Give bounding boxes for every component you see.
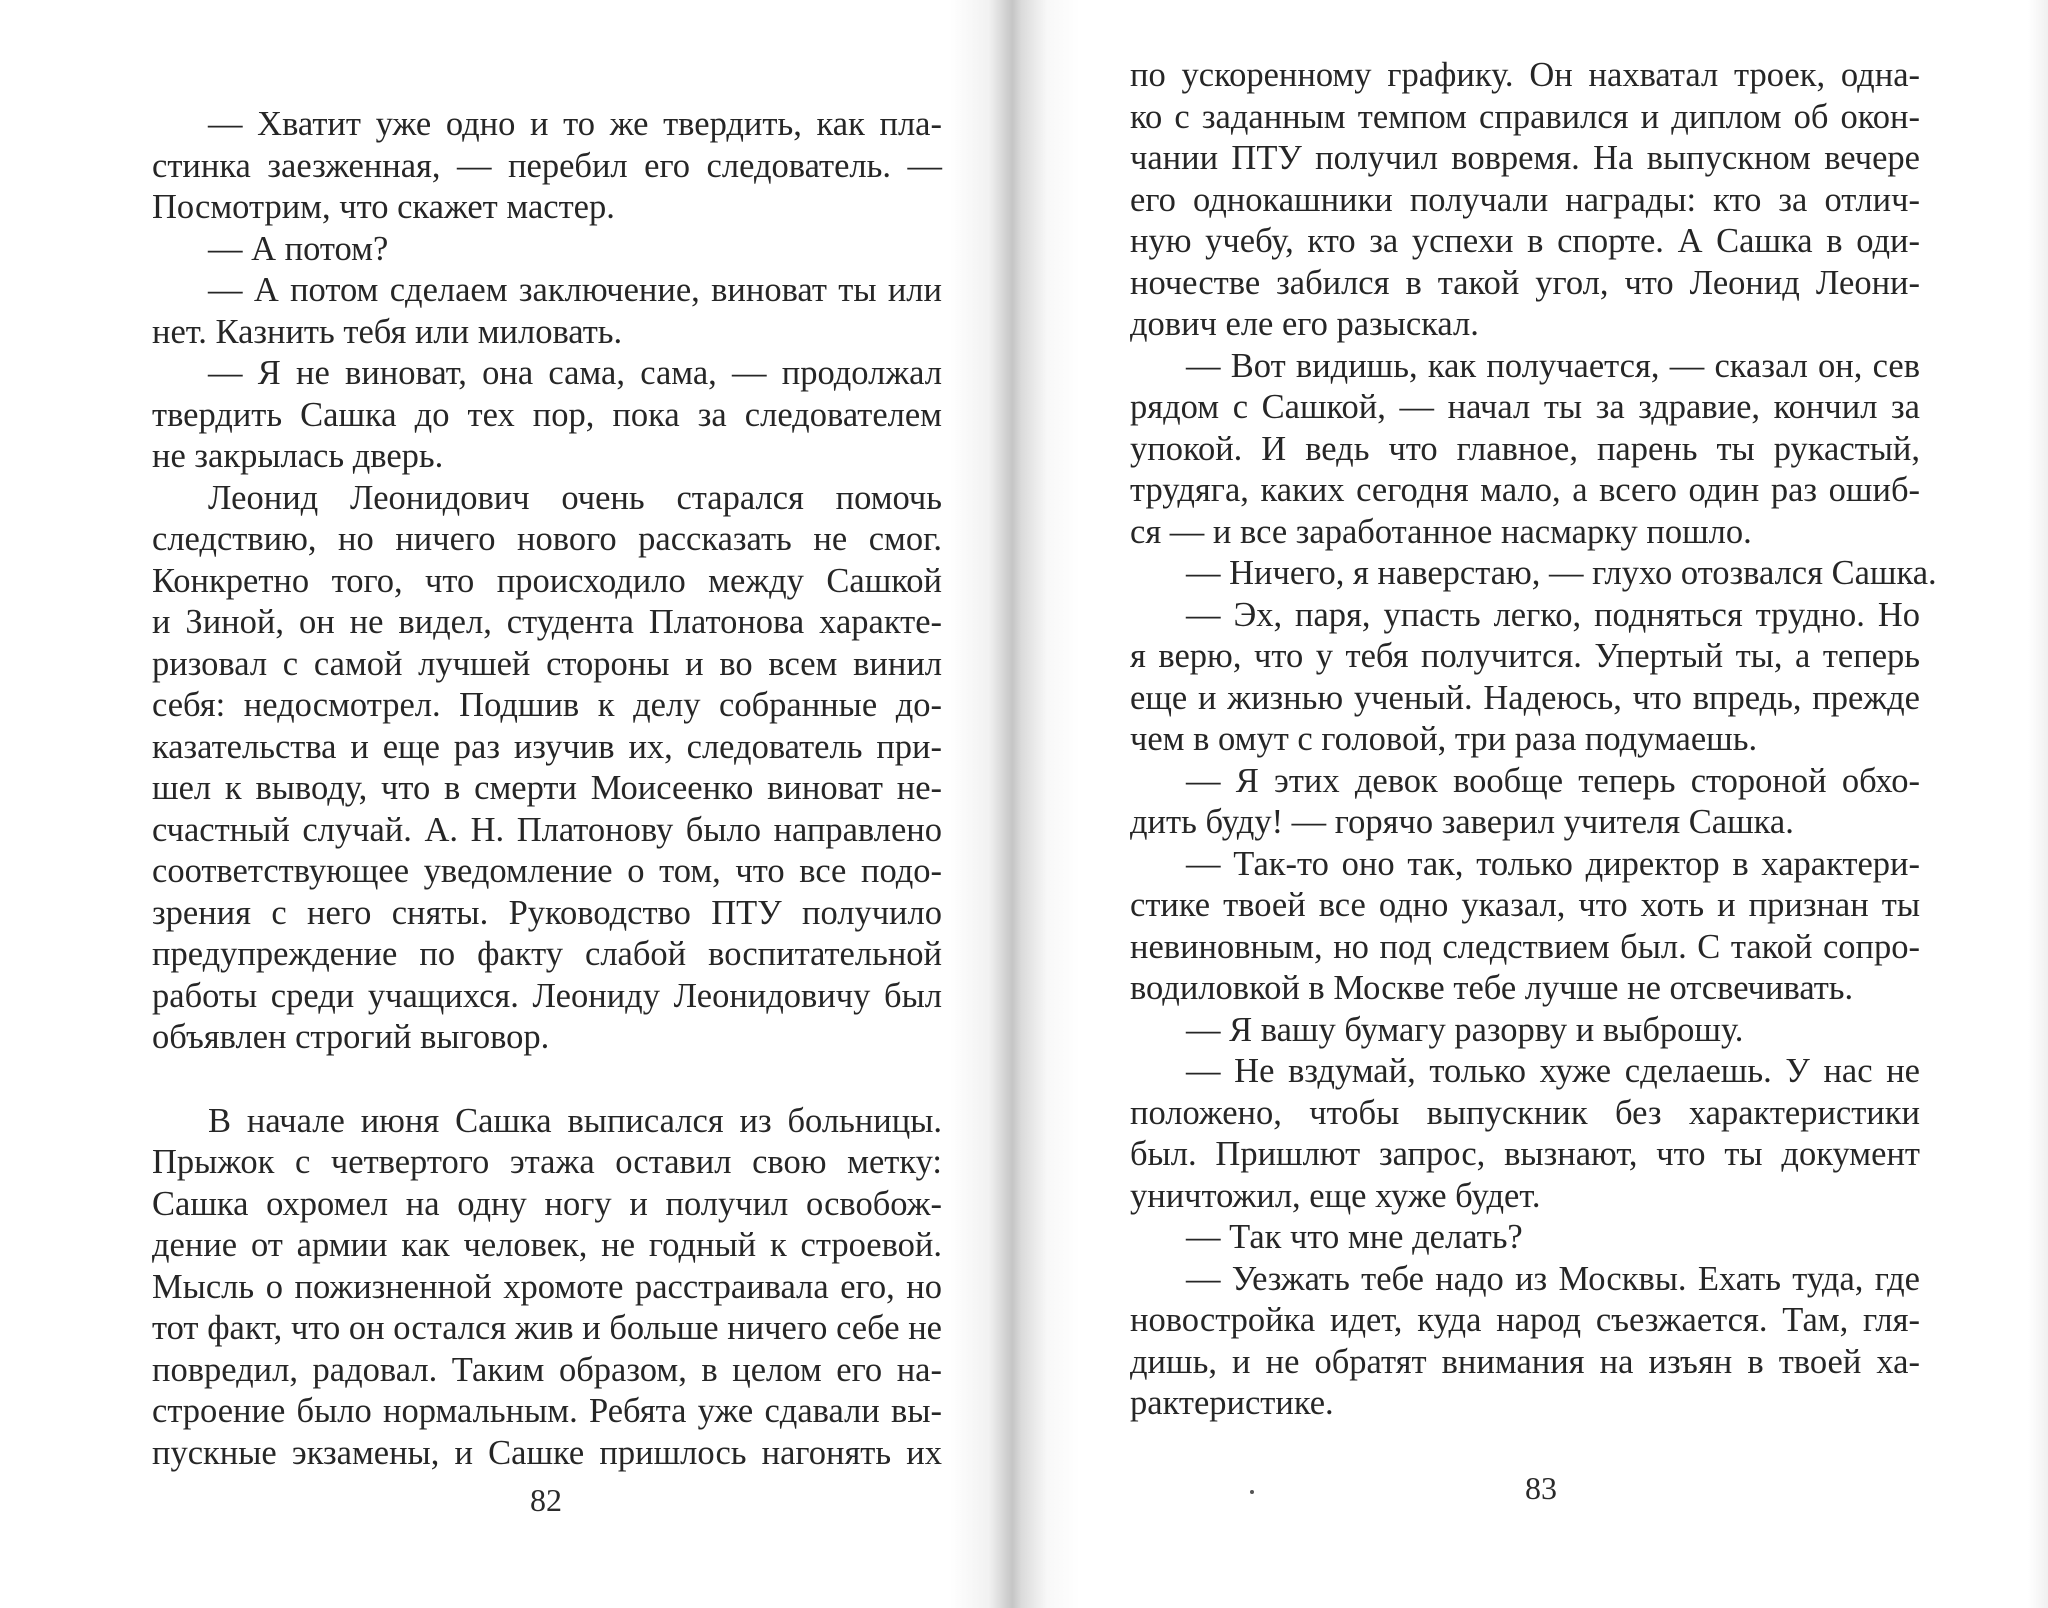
text-line: Посмотрим, что скажет мастер. [152,188,615,226]
text-line: соответствующее уведомление о том, что все подо- [152,852,942,890]
text-line: новостройка идет, куда народ съезжается. Там, гля- [1130,1301,1920,1339]
text-line: — Я вашу бумагу разорву и выброшу. [1186,1010,1744,1049]
text-line: рядом с Сашкой, — начал ты за здравие, кончил за [1130,388,1920,426]
text-line: невиновным, но под следствием был. С такой сопро- [1130,927,1920,966]
text-line: ся — и все заработанное насмарку пошло. [1130,512,1752,551]
text-line: нет. Казнить тебя или миловать. [152,312,623,351]
text-line: Конкретно того, что происходило между Сашкой [152,561,942,600]
right-page-number: 83 [1525,1470,1557,1506]
text-line: его однокашники получали награды: кто за отлич- [1130,180,1920,219]
left-page-text [152,104,942,1474]
text-line: счастный случай. А. Н. Платонову было направлено [152,810,942,849]
text-line: — Я не виноват, она сама, сама, — продолжал [208,354,942,392]
text-line: ризовал с самой лучшей стороны и во всем винил [152,644,942,683]
text-line: — Эх, паря, упасть легко, подняться трудно. Но [1186,595,1920,634]
text-line: был. Пришлют запрос, вызнают, что ты документ [1130,1135,1920,1173]
text-line: — Уезжать тебе надо из Москвы. Ехать туда, где [1186,1259,1920,1298]
text-line: уничтожил, еще хуже будет. [1130,1176,1541,1215]
text-line: и Зиной, он не видел, студента Платонова характе- [152,603,942,641]
text-line: не закрылась дверь. [152,437,444,475]
text-line: еще и жизнью ученый. Надеюсь, что впредь, прежде [1130,678,1920,717]
left-page-number: 82 [530,1482,562,1518]
text-line: Сашка охромел на одну ногу и получил освобож- [152,1184,942,1223]
text-line: твердить Сашка до тех пор, пока за следователем [152,395,942,434]
text-line: — Я этих девок вообще теперь стороной обхо- [1186,761,1920,800]
text-line: казательства и еще раз изучив их, следователь при- [152,727,942,766]
text-line: дение от армии как человек, не годный к строевой. [152,1226,942,1264]
text-line: упокой. И ведь что главное, парень ты рукастый, [1130,429,1920,468]
text-line: следствию, но ничего нового рассказать не смог. [152,520,942,558]
text-line: Прыжок с четвертого этажа оставил свою метку: [152,1143,942,1181]
text-line: предупреждение по факту слабой воспитательной [152,935,942,973]
text-line: строение было нормальным. Ребята уже сдавали вы- [152,1392,942,1430]
text-line: стинка заезженная, — перебил его следователь. — [152,146,942,185]
text-line: водиловкой в Москве тебе лучше не отсвечивать. [1130,969,1854,1007]
right-page-text [1130,55,1937,1425]
text-line: дить буду! — горячо заверил учителя Сашка. [1130,803,1794,841]
text-line: — Так-то оно так, только директор в характери- [1186,844,1920,883]
text-line: ко с заданным темпом справился и диплом об окон- [1130,97,1920,136]
text-line: работы среди учащихся. Леониду Леонидовичу был [152,976,942,1015]
text-line: трудяга, каких сегодня мало, а всего один раз ошиб- [1130,471,1920,509]
text-line: положено, чтобы выпускник без характеристики [1130,1093,1920,1132]
text-line: тот факт, что он остался жив и больше ничего себе не [152,1309,942,1347]
text-line: — А потом сделаем заключение, виноват ты или [208,271,942,309]
text-line: рактеристике. [1130,1384,1334,1422]
text-line: стике твоей все одно указал, что хоть и признан ты [1130,886,1920,924]
text-line: — А потом? [208,229,389,268]
text-line: чем в омут с головой, три раза подумаешь. [1130,720,1758,758]
text-line: по ускоренному графику. Он нахватал троек, одна- [1130,56,1920,94]
text-line: себя: недосмотрел. Подшив к делу собранные до- [152,686,942,724]
text-line: дишь, и не обратят внимания на изъян в твоей ха- [1130,1342,1920,1381]
text-line: дович еле его разыскал. [1130,305,1479,343]
text-line: Леонид Леонидович очень старался помочь [208,478,942,517]
text-line: пускные экзамены, и Сашке пришлось нагонять их [152,1433,942,1472]
text-line: зрения с него сняты. Руководство ПТУ получило [152,893,942,932]
print-speck [1250,1490,1254,1494]
text-line: я верю, что у тебя получится. Упертый ты, а теперь [1130,637,1920,675]
text-line: ную учебу, кто за успехи в спорте. А Сашка в оди- [1130,222,1920,260]
text-line: чании ПТУ получил вовремя. На выпускном вечере [1130,139,1920,177]
text-line: шел к выводу, что в смерти Моисеенко виноват не- [152,769,942,807]
text-line: — Хватит уже одно и то же твердить, как пла- [208,105,942,143]
text-line [152,1059,942,1101]
right-page [1040,0,2048,1608]
text-line: — Вот видишь, как получается, — сказал он, сев [1186,346,1920,385]
text-line: В начале июня Сашка выписался из больницы. [208,1101,942,1140]
text-line: — Не вздумай, только хуже сделаешь. У нас не [1186,1052,1920,1090]
text-line: ночестве забился в такой угол, что Леонид Леони- [1130,263,1920,302]
left-page [0,0,1000,1608]
text-line: Мысль о пожизненной хромоте расстраивала его, но [152,1267,942,1306]
text-line: — Ничего, я наверстаю, — глухо отозвался Сашка. [1186,554,1937,592]
text-line: повредил, радовал. Таким образом, в целом его на- [152,1350,942,1389]
text-line: — Так что мне делать? [1186,1218,1523,1256]
text-line: объявлен строгий выговор. [152,1018,550,1056]
